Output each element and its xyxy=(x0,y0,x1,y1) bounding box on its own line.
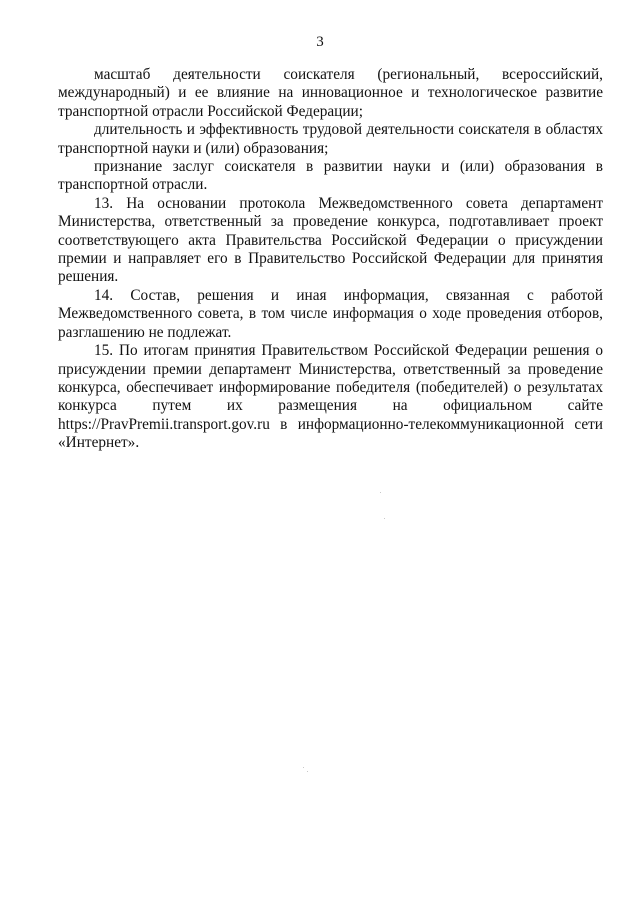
scan-speck xyxy=(303,767,304,768)
paragraph-recognition-criterion: признание заслуг соискателя в развитии науки и (или) образования в транспортной отрасли. xyxy=(58,158,603,194)
page-number: 3 xyxy=(316,34,324,50)
scan-speck xyxy=(380,492,381,493)
paragraph-15: 15. По итогам принятия Правительством Российской Федерации решения о присуждении премии департамент Министерства, ответственный за проведение конкурса, обеспечивает информирование победителя (победителей) о результатах конкурса путем их размещения на официальном сайте https://PravPremii.transport.gov.ru в информационно-телекоммуникационной сети «Интернет». xyxy=(58,342,603,452)
paragraph-duration-criterion: длительность и эффективность трудовой деятельности соискателя в областях транспортной науки и (или) образования; xyxy=(58,121,603,157)
scan-speck xyxy=(307,771,308,772)
scan-speck xyxy=(384,518,385,519)
paragraph-scale-criterion: масштаб деятельности соискателя (региональный, всероссийский, международный) и ее влияние на инновационное и технологическое развитие транспортной отрасли Российской Федерации; xyxy=(58,66,603,120)
paragraph-13: 13. На основании протокола Межведомственного совета департамент Министерства, ответственный за проведение конкурса, подготавливает проект соответствующего акта Правительства Российской Федерации о присуждении премии и направляет его в Правительство Российской Федерации для принятия решения. xyxy=(58,194,603,286)
document-body xyxy=(58,66,603,453)
paragraph-14: 14. Состав, решения и иная информация, связанная с работой Межведомственного совета, в том числе информация о ходе проведения отборов, разглашению не подлежат. xyxy=(58,286,603,341)
